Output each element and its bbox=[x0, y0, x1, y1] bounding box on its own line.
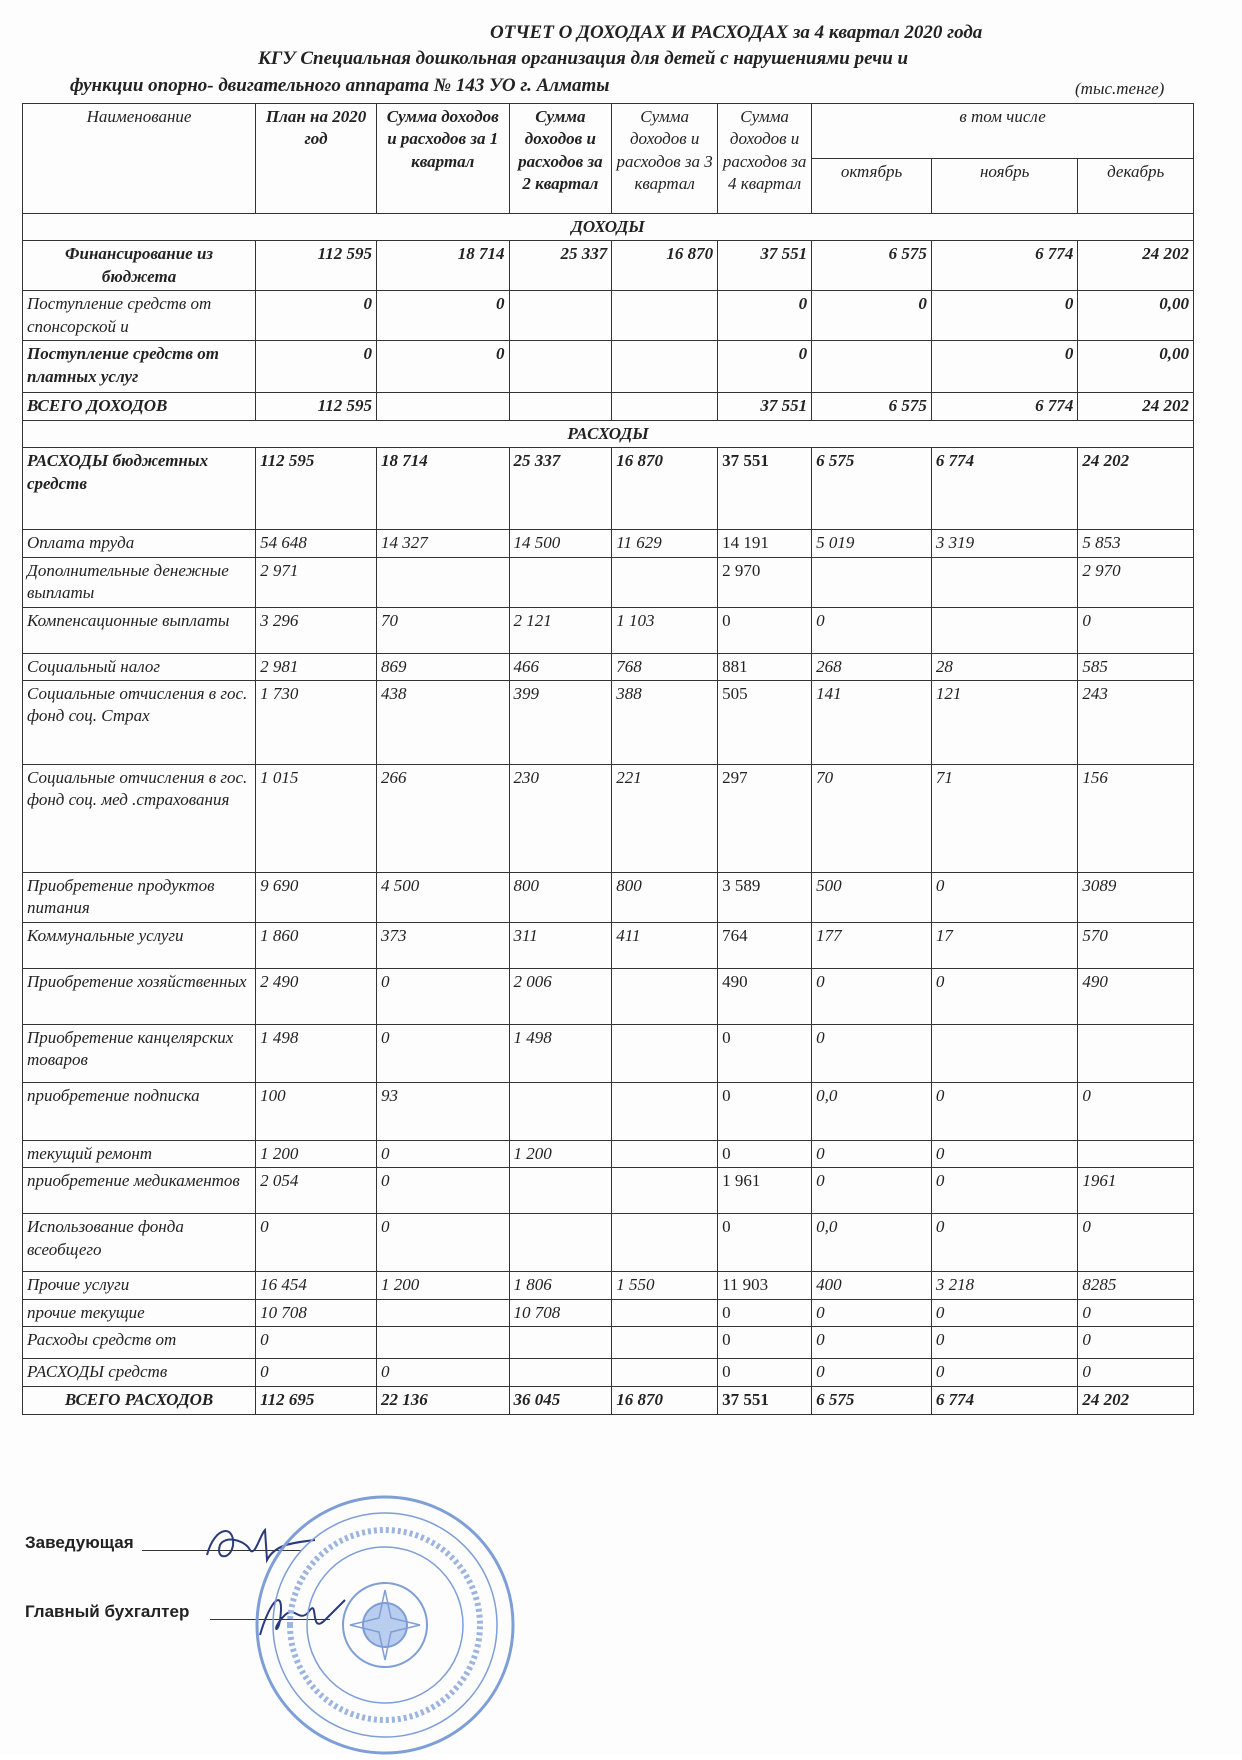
col-header-december: декабрь bbox=[1078, 159, 1194, 214]
income-rows bbox=[23, 241, 1194, 420]
expense-cell-q4: 11 903 bbox=[718, 1272, 812, 1299]
expense-cell-q3: 411 bbox=[612, 922, 718, 968]
expense-cell-dec: 490 bbox=[1078, 968, 1194, 1024]
income-cell-q2 bbox=[509, 393, 612, 420]
expense-cell-q4: 3 589 bbox=[718, 872, 812, 922]
expense-row-name: Использование фонда всеобщего bbox=[23, 1214, 256, 1272]
expense-row bbox=[23, 1082, 1194, 1140]
expense-row-name: Компенсационные выплаты bbox=[23, 607, 256, 653]
expense-row-name: Прочие услуги bbox=[23, 1272, 256, 1299]
expense-row bbox=[23, 1359, 1194, 1386]
expense-cell-q3 bbox=[612, 1359, 718, 1386]
expense-row bbox=[23, 922, 1194, 968]
expense-cell-q3 bbox=[612, 1168, 718, 1214]
expense-cell-nov: 3 319 bbox=[931, 530, 1078, 557]
income-cell-q3 bbox=[612, 291, 718, 341]
expense-cell-plan: 2 054 bbox=[256, 1168, 377, 1214]
expense-cell-q3: 221 bbox=[612, 764, 718, 872]
expense-cell-nov: 6 774 bbox=[931, 448, 1078, 530]
expense-cell-q2 bbox=[509, 1168, 612, 1214]
expense-cell-dec: 0 bbox=[1078, 1214, 1194, 1272]
expense-cell-q3 bbox=[612, 968, 718, 1024]
expense-cell-q1: 18 714 bbox=[376, 448, 509, 530]
expense-row bbox=[23, 1299, 1194, 1326]
expense-cell-plan: 10 708 bbox=[256, 1299, 377, 1326]
expense-cell-q3: 1 550 bbox=[612, 1272, 718, 1299]
expense-row-name: Социальный налог bbox=[23, 653, 256, 680]
expense-cell-oct: 500 bbox=[812, 872, 932, 922]
income-cell-q1: 0 bbox=[376, 341, 509, 393]
expense-cell-q3: 388 bbox=[612, 680, 718, 764]
expense-cell-q4: 505 bbox=[718, 680, 812, 764]
expense-cell-q1: 70 bbox=[376, 607, 509, 653]
expense-cell-q4: 37 551 bbox=[718, 1386, 812, 1414]
expense-cell-nov bbox=[931, 607, 1078, 653]
expense-cell-q1: 4 500 bbox=[376, 872, 509, 922]
income-cell-q4: 0 bbox=[718, 341, 812, 393]
expense-row bbox=[23, 653, 1194, 680]
expense-cell-nov: 0 bbox=[931, 1299, 1078, 1326]
expense-cell-dec: 0 bbox=[1078, 1359, 1194, 1386]
expense-cell-q1: 373 bbox=[376, 922, 509, 968]
expense-cell-oct: 0 bbox=[812, 1168, 932, 1214]
expense-cell-plan: 3 296 bbox=[256, 607, 377, 653]
expense-cell-oct: 177 bbox=[812, 922, 932, 968]
income-row bbox=[23, 393, 1194, 420]
expense-row bbox=[23, 680, 1194, 764]
expense-cell-dec: 1961 bbox=[1078, 1168, 1194, 1214]
expense-cell-q4: 490 bbox=[718, 968, 812, 1024]
expense-cell-dec: 0 bbox=[1078, 1327, 1194, 1359]
expense-cell-oct: 6 575 bbox=[812, 1386, 932, 1414]
expense-cell-q1 bbox=[376, 1299, 509, 1326]
expense-rows bbox=[23, 448, 1194, 1414]
expense-cell-oct: 0 bbox=[812, 1140, 932, 1167]
expense-cell-oct: 141 bbox=[812, 680, 932, 764]
expense-cell-plan: 54 648 bbox=[256, 530, 377, 557]
expense-cell-q4: 0 bbox=[718, 1082, 812, 1140]
expense-row-name: РАСХОДЫ средств bbox=[23, 1359, 256, 1386]
expense-cell-oct: 70 bbox=[812, 764, 932, 872]
expense-cell-q3: 768 bbox=[612, 653, 718, 680]
income-cell-plan: 0 bbox=[256, 341, 377, 393]
expense-cell-plan: 1 498 bbox=[256, 1024, 377, 1082]
expense-cell-q1: 0 bbox=[376, 1359, 509, 1386]
expense-row-name: Приобретение хозяйственных bbox=[23, 968, 256, 1024]
expense-cell-q3: 16 870 bbox=[612, 1386, 718, 1414]
expense-cell-plan: 112 595 bbox=[256, 448, 377, 530]
expense-cell-q3 bbox=[612, 1214, 718, 1272]
expense-row bbox=[23, 1272, 1194, 1299]
income-row-name: Финансирование из бюджета bbox=[23, 241, 256, 291]
expense-cell-q4: 0 bbox=[718, 1140, 812, 1167]
expense-cell-q2: 10 708 bbox=[509, 1299, 612, 1326]
section-income: ДОХОДЫ bbox=[23, 214, 1194, 241]
expense-cell-dec: 3089 bbox=[1078, 872, 1194, 922]
expense-cell-dec: 570 bbox=[1078, 922, 1194, 968]
expense-cell-nov bbox=[931, 1024, 1078, 1082]
expense-row-name: Приобретение канцелярских товаров bbox=[23, 1024, 256, 1082]
expense-cell-oct bbox=[812, 557, 932, 607]
expense-cell-q4: 37 551 bbox=[718, 448, 812, 530]
expense-row-name: Дополнительные денежные выплаты bbox=[23, 557, 256, 607]
expense-row bbox=[23, 557, 1194, 607]
expense-row-name: ВСЕГО РАСХОДОВ bbox=[23, 1386, 256, 1414]
expense-cell-q3 bbox=[612, 557, 718, 607]
expense-cell-q2: 1 806 bbox=[509, 1272, 612, 1299]
expense-cell-plan: 2 490 bbox=[256, 968, 377, 1024]
expense-cell-plan: 0 bbox=[256, 1214, 377, 1272]
expense-cell-dec: 0 bbox=[1078, 1082, 1194, 1140]
income-cell-dec: 0,00 bbox=[1078, 341, 1194, 393]
income-cell-oct: 6 575 bbox=[812, 241, 932, 291]
income-cell-q4: 0 bbox=[718, 291, 812, 341]
expense-cell-oct: 0 bbox=[812, 968, 932, 1024]
income-row-name: Поступление средств от спонсорской и bbox=[23, 291, 256, 341]
expense-cell-plan: 1 200 bbox=[256, 1140, 377, 1167]
expense-cell-q4: 0 bbox=[718, 1299, 812, 1326]
col-header-plan: План на 2020 год bbox=[256, 104, 377, 214]
expense-cell-oct: 0 bbox=[812, 1299, 932, 1326]
expense-cell-oct: 0,0 bbox=[812, 1082, 932, 1140]
expense-cell-oct: 400 bbox=[812, 1272, 932, 1299]
expense-cell-nov: 0 bbox=[931, 1140, 1078, 1167]
expense-cell-q1 bbox=[376, 557, 509, 607]
income-cell-oct bbox=[812, 341, 932, 393]
expense-row-name: РАСХОДЫ бюджетных средств bbox=[23, 448, 256, 530]
expense-row-name: Оплата труда bbox=[23, 530, 256, 557]
expense-row bbox=[23, 1214, 1194, 1272]
expense-cell-q2: 800 bbox=[509, 872, 612, 922]
expense-cell-oct: 5 019 bbox=[812, 530, 932, 557]
expense-cell-q1: 22 136 bbox=[376, 1386, 509, 1414]
expense-cell-q3 bbox=[612, 1024, 718, 1082]
expense-cell-nov: 3 218 bbox=[931, 1272, 1078, 1299]
income-cell-q3: 16 870 bbox=[612, 241, 718, 291]
expense-cell-q2: 25 337 bbox=[509, 448, 612, 530]
income-row bbox=[23, 291, 1194, 341]
expense-row-name: приобретение подписка bbox=[23, 1082, 256, 1140]
expense-cell-q2 bbox=[509, 557, 612, 607]
expense-cell-oct: 6 575 bbox=[812, 448, 932, 530]
expense-row bbox=[23, 1140, 1194, 1167]
expense-cell-dec: 243 bbox=[1078, 680, 1194, 764]
expense-cell-oct: 0,0 bbox=[812, 1214, 932, 1272]
income-cell-oct: 6 575 bbox=[812, 393, 932, 420]
expense-cell-q3: 1 103 bbox=[612, 607, 718, 653]
col-header-q3: Сумма доходов и расходов за 3 квартал bbox=[612, 104, 718, 214]
expense-row-name: Расходы средств от bbox=[23, 1327, 256, 1359]
expense-cell-plan: 0 bbox=[256, 1327, 377, 1359]
expense-cell-plan: 2 971 bbox=[256, 557, 377, 607]
expense-cell-q4: 881 bbox=[718, 653, 812, 680]
expense-cell-oct: 0 bbox=[812, 1359, 932, 1386]
income-cell-q2 bbox=[509, 291, 612, 341]
official-round-stamp bbox=[250, 1490, 520, 1760]
expense-cell-nov bbox=[931, 557, 1078, 607]
expense-row-name: Социальные отчисления в гос. фонд соц. мед .страхования bbox=[23, 764, 256, 872]
income-row-name: Поступление средств от платных услуг bbox=[23, 341, 256, 393]
expense-cell-q2: 311 bbox=[509, 922, 612, 968]
expense-cell-nov: 71 bbox=[931, 764, 1078, 872]
expense-cell-plan: 16 454 bbox=[256, 1272, 377, 1299]
col-header-q4: Сумма доходов и расходов за 4 квартал bbox=[718, 104, 812, 214]
expense-cell-plan: 1 860 bbox=[256, 922, 377, 968]
expense-cell-dec: 24 202 bbox=[1078, 448, 1194, 530]
expense-cell-oct: 0 bbox=[812, 1024, 932, 1082]
expense-cell-q1: 266 bbox=[376, 764, 509, 872]
income-cell-q3 bbox=[612, 341, 718, 393]
expense-cell-q3 bbox=[612, 1299, 718, 1326]
expense-row bbox=[23, 968, 1194, 1024]
expense-cell-q4: 14 191 bbox=[718, 530, 812, 557]
expense-row bbox=[23, 448, 1194, 530]
col-header-q1: Сумма доходов и расходов за 1 квартал bbox=[376, 104, 509, 214]
income-cell-nov: 6 774 bbox=[931, 393, 1078, 420]
expense-cell-q2: 399 bbox=[509, 680, 612, 764]
section-expenses: РАСХОДЫ bbox=[23, 420, 1194, 447]
expense-cell-oct: 0 bbox=[812, 607, 932, 653]
expense-cell-plan: 1 015 bbox=[256, 764, 377, 872]
expense-cell-dec bbox=[1078, 1024, 1194, 1082]
expense-cell-dec: 8285 bbox=[1078, 1272, 1194, 1299]
expense-cell-dec: 585 bbox=[1078, 653, 1194, 680]
expense-cell-q2 bbox=[509, 1214, 612, 1272]
expense-cell-nov: 0 bbox=[931, 1359, 1078, 1386]
income-cell-plan: 112 595 bbox=[256, 241, 377, 291]
expense-cell-q1: 1 200 bbox=[376, 1272, 509, 1299]
expense-row bbox=[23, 1327, 1194, 1359]
expense-row bbox=[23, 1024, 1194, 1082]
expense-cell-q2 bbox=[509, 1359, 612, 1386]
expense-cell-q4: 2 970 bbox=[718, 557, 812, 607]
expense-row bbox=[23, 872, 1194, 922]
expense-cell-nov: 28 bbox=[931, 653, 1078, 680]
expense-cell-q2: 466 bbox=[509, 653, 612, 680]
expense-cell-plan: 100 bbox=[256, 1082, 377, 1140]
income-expense-table bbox=[22, 103, 1194, 1415]
income-cell-q2: 25 337 bbox=[509, 241, 612, 291]
expense-cell-q3: 800 bbox=[612, 872, 718, 922]
expense-cell-plan: 2 981 bbox=[256, 653, 377, 680]
report-title: ОТЧЕТ О ДОХОДАХ И РАСХОДАХ за 4 квартал 2020 года bbox=[490, 22, 983, 43]
income-cell-nov: 0 bbox=[931, 341, 1078, 393]
expense-cell-q2 bbox=[509, 1327, 612, 1359]
expense-cell-q3: 16 870 bbox=[612, 448, 718, 530]
expense-row bbox=[23, 607, 1194, 653]
income-cell-oct: 0 bbox=[812, 291, 932, 341]
expense-cell-q1: 93 bbox=[376, 1082, 509, 1140]
organization-line-1: КГУ Специальная дошкольная организация для детей с нарушениями речи и bbox=[258, 48, 909, 69]
expense-row-name: прочие текущие bbox=[23, 1299, 256, 1326]
expense-cell-q1: 14 327 bbox=[376, 530, 509, 557]
expense-row-name: текущий ремонт bbox=[23, 1140, 256, 1167]
units-label: (тыс.тенге) bbox=[1075, 79, 1165, 98]
income-cell-q1: 0 bbox=[376, 291, 509, 341]
expense-cell-dec: 24 202 bbox=[1078, 1386, 1194, 1414]
expense-cell-q4: 1 961 bbox=[718, 1168, 812, 1214]
expense-row bbox=[23, 1386, 1194, 1414]
expense-cell-nov: 0 bbox=[931, 1327, 1078, 1359]
expense-cell-q1: 869 bbox=[376, 653, 509, 680]
expense-cell-q2: 1 200 bbox=[509, 1140, 612, 1167]
expense-cell-q2 bbox=[509, 1082, 612, 1140]
col-header-november: ноябрь bbox=[931, 159, 1078, 214]
expense-cell-q1: 0 bbox=[376, 1214, 509, 1272]
expense-cell-q1: 438 bbox=[376, 680, 509, 764]
expense-row bbox=[23, 1168, 1194, 1214]
income-cell-q4: 37 551 bbox=[718, 393, 812, 420]
expense-cell-plan: 112 695 bbox=[256, 1386, 377, 1414]
expense-cell-q2: 14 500 bbox=[509, 530, 612, 557]
expense-cell-oct: 0 bbox=[812, 1327, 932, 1359]
col-header-name: Наименование bbox=[23, 104, 256, 214]
expense-cell-q1 bbox=[376, 1327, 509, 1359]
expense-cell-plan: 1 730 bbox=[256, 680, 377, 764]
expense-cell-nov: 6 774 bbox=[931, 1386, 1078, 1414]
expense-cell-q2: 2 121 bbox=[509, 607, 612, 653]
expense-cell-q4: 0 bbox=[718, 1359, 812, 1386]
expense-row bbox=[23, 764, 1194, 872]
expense-cell-dec: 2 970 bbox=[1078, 557, 1194, 607]
income-cell-plan: 112 595 bbox=[256, 393, 377, 420]
expense-cell-dec: 0 bbox=[1078, 607, 1194, 653]
income-row bbox=[23, 241, 1194, 291]
accountant-signature-label: Главный бухгалтер bbox=[25, 1602, 190, 1621]
income-cell-q1: 18 714 bbox=[376, 241, 509, 291]
expense-cell-dec: 156 bbox=[1078, 764, 1194, 872]
expense-cell-q4: 297 bbox=[718, 764, 812, 872]
expense-cell-oct: 268 bbox=[812, 653, 932, 680]
organization-line-2: функции опорно- двигательного аппарата № 143 УО г. Алматы bbox=[70, 75, 610, 96]
income-cell-nov: 6 774 bbox=[931, 241, 1078, 291]
income-cell-q4: 37 551 bbox=[718, 241, 812, 291]
col-header-including: в том числе bbox=[812, 104, 1194, 159]
expense-row-name: Приобретение продуктов питания bbox=[23, 872, 256, 922]
expense-cell-nov: 0 bbox=[931, 968, 1078, 1024]
income-cell-q1 bbox=[376, 393, 509, 420]
expense-cell-q2: 2 006 bbox=[509, 968, 612, 1024]
expense-row-name: Коммунальные услуги bbox=[23, 922, 256, 968]
income-row-name: ВСЕГО ДОХОДОВ bbox=[23, 393, 256, 420]
income-row bbox=[23, 341, 1194, 393]
expense-cell-q3 bbox=[612, 1082, 718, 1140]
expense-cell-q2: 230 bbox=[509, 764, 612, 872]
expense-cell-q1: 0 bbox=[376, 968, 509, 1024]
expense-cell-q4: 0 bbox=[718, 1327, 812, 1359]
expense-cell-nov: 0 bbox=[931, 1214, 1078, 1272]
expense-cell-q1: 0 bbox=[376, 1140, 509, 1167]
expense-cell-q3 bbox=[612, 1140, 718, 1167]
income-cell-dec: 24 202 bbox=[1078, 393, 1194, 420]
expense-cell-q4: 0 bbox=[718, 1214, 812, 1272]
expense-cell-dec: 0 bbox=[1078, 1299, 1194, 1326]
expense-cell-q1: 0 bbox=[376, 1168, 509, 1214]
income-cell-q2 bbox=[509, 341, 612, 393]
expense-cell-q4: 0 bbox=[718, 1024, 812, 1082]
expense-row-name: приобретение медикаментов bbox=[23, 1168, 256, 1214]
expense-cell-q3: 11 629 bbox=[612, 530, 718, 557]
income-cell-dec: 0,00 bbox=[1078, 291, 1194, 341]
expense-cell-dec bbox=[1078, 1140, 1194, 1167]
expense-cell-nov: 0 bbox=[931, 1168, 1078, 1214]
expense-row-name: Социальные отчисления в гос. фонд соц. Страх bbox=[23, 680, 256, 764]
expense-cell-q3 bbox=[612, 1327, 718, 1359]
expense-cell-q4: 0 bbox=[718, 607, 812, 653]
income-cell-nov: 0 bbox=[931, 291, 1078, 341]
col-header-october: октябрь bbox=[812, 159, 932, 214]
col-header-q2: Сумма доходов и расходов за 2 квартал bbox=[509, 104, 612, 214]
expense-cell-q2: 36 045 bbox=[509, 1386, 612, 1414]
expense-cell-q2: 1 498 bbox=[509, 1024, 612, 1082]
head-signature-label: Заведующая bbox=[25, 1533, 134, 1552]
expense-cell-plan: 0 bbox=[256, 1359, 377, 1386]
income-cell-plan: 0 bbox=[256, 291, 377, 341]
expense-cell-q4: 764 bbox=[718, 922, 812, 968]
expense-cell-nov: 121 bbox=[931, 680, 1078, 764]
expense-cell-nov: 0 bbox=[931, 872, 1078, 922]
expense-cell-q1: 0 bbox=[376, 1024, 509, 1082]
expense-row bbox=[23, 530, 1194, 557]
expense-cell-nov: 17 bbox=[931, 922, 1078, 968]
income-cell-dec: 24 202 bbox=[1078, 241, 1194, 291]
expense-cell-dec: 5 853 bbox=[1078, 530, 1194, 557]
expense-cell-nov: 0 bbox=[931, 1082, 1078, 1140]
expense-cell-plan: 9 690 bbox=[256, 872, 377, 922]
income-cell-q3 bbox=[612, 393, 718, 420]
